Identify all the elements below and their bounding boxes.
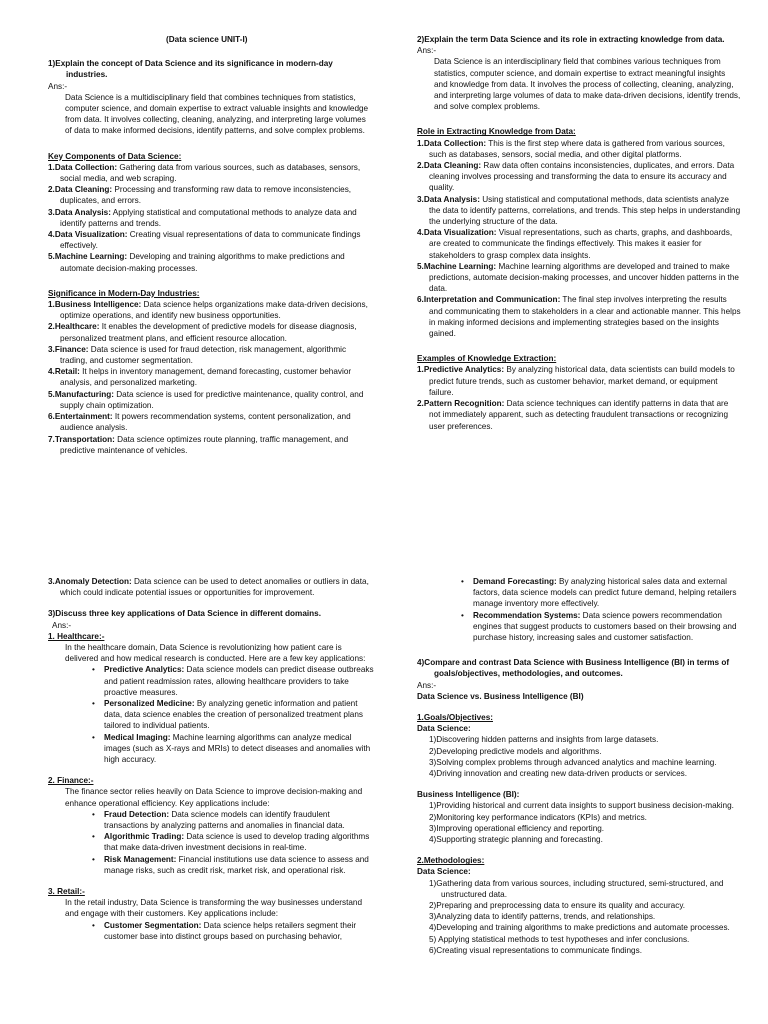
list-item-text: Data science optimizes route planning, traffic management, and predictive maintenance of vehicles. (60, 434, 349, 455)
answer-label: Ans:- (417, 46, 437, 56)
section-heading-significance: Significance in Modern-Day Industries: (48, 288, 200, 298)
bottom-right-column (417, 576, 741, 956)
bullet-text: Data science is used to develop trading algorithms that make data-driven investment decisions in real-time. (104, 832, 370, 853)
top-left-column (48, 34, 374, 456)
list-item-term: 4.Retail: (48, 367, 80, 377)
list-item-term: 2.Healthcare: (48, 322, 100, 332)
list-item: 4)Developing and training algorithms to make predictions and automate processes. (429, 923, 730, 933)
list-item-term: 1.Predictive Analytics: (417, 365, 505, 375)
bullet-text: Machine learning algorithms can analyze medical images (such as X-rays and MRIs) to detect diseases and anomalies with high accuracy. (104, 732, 371, 765)
list-item: 5) Applying statistical methods to test hypotheses and infer conclusions. (429, 934, 690, 944)
healthcare-heading: 1. Healthcare:- (48, 631, 105, 641)
bullet-term: Customer Segmentation: (104, 920, 202, 930)
bullet-item (417, 576, 741, 610)
list-item-term: 4.Data Visualization: (417, 228, 497, 238)
list-item (417, 398, 741, 432)
data-science-goals-list (417, 734, 741, 779)
unit-title: (Data science UNIT-I) (166, 35, 248, 44)
list-item-text: Data science is used for fraud detection, risk management, algorithmic trading, and customer segmentation. (60, 344, 347, 366)
list-item-text: It helps in inventory management, demand forecasting, customer behavior analysis, and personalized marketing. (60, 367, 352, 388)
list-item (48, 251, 374, 273)
list-item-text: Using statistical and computational methods, data scientists analyze the data to identify patterns, correlations, and trends. This step helps in understanding the underlying structure of the data. (429, 194, 741, 227)
list-item (48, 389, 374, 411)
list-item-text: The final step involves interpreting the results and communicating them to stakeholders in a clear and actionable manner. This helps in making informed decisions and implementing strategies based on the insights gained. (429, 295, 741, 339)
list-item: 2)Monitoring key performance indicators (KPIs) and metrics. (429, 812, 647, 822)
list-item-text: Processing and transforming raw data to remove inconsistencies, duplicates, and errors. (60, 185, 352, 206)
retail-continued-list (417, 576, 741, 643)
bullet-text: Financial institutions use data science to assess and manage risks, such as credit risk, market risk, and operational risk. (104, 854, 369, 875)
bullet-term: Recommendation Systems: (473, 610, 581, 620)
list-item: 2)Developing predictive models and algorithms. (429, 746, 602, 756)
bullet-text: By analyzing historical sales data and external factors, data science models can predict future demand, helping retailers manage inventory more effectively. (473, 577, 737, 609)
question-3: 3)Discuss three key applications of Data Science in different domains. (48, 609, 321, 619)
list-item (48, 344, 374, 366)
list-item-term: 3.Data Analysis: (417, 194, 480, 204)
anomaly-detection-item: 3.Anomaly Detection: Data science can be used to detect anomalies or outliers in data, which could indicate potential issues or opportunities for improvement. (48, 577, 369, 598)
answer-label: Ans:- (48, 81, 68, 91)
list-item (48, 207, 374, 229)
list-item-term: 2.Data Cleaning: (417, 161, 482, 171)
list-item: 6)Creating visual representations to communicate findings. (429, 945, 642, 955)
data-science-label: Data Science: (417, 867, 471, 877)
list-item: 1)Gathering data from various sources, including structured, semi-structured, and unstructured data. (429, 878, 724, 899)
bullet-term: Predictive Analytics: (104, 665, 185, 675)
section-heading-key-components: Key Components of Data Science: (48, 151, 182, 161)
list-item (48, 229, 374, 251)
bullet-text: Data science powers recommendation engines that suggest products to customers based on their browsing and purchase history, increasing sales and customer satisfaction. (473, 610, 737, 643)
bottom-left-column (48, 576, 374, 942)
bullet-icon: • (92, 832, 95, 842)
bullet-term: Fraud Detection: (104, 809, 170, 819)
list-item (417, 194, 741, 228)
healthcare-intro: In the healthcare domain, Data Science is revolutionizing how patient care is delivered and how medical research is conducted. Here are a few key applications: (65, 643, 366, 664)
bullet-text: Data science helps retailers segment their customer base into distinct groups based on purchasing behavior, (104, 920, 357, 941)
bullet-item (48, 698, 374, 732)
list-item (48, 321, 374, 343)
goals-heading: 1.Goals/Objectives: (417, 713, 493, 723)
list-item: 4)Supporting strategic planning and forecasting. (429, 835, 603, 845)
answer-label: Ans:- (52, 620, 72, 630)
list-item-text: Raw data often contains inconsistencies, duplicates, and errors. Data cleaning involves processing and transforming the data to ensure its accuracy and quality. (429, 161, 735, 193)
key-components-list (48, 162, 374, 274)
list-item (48, 299, 374, 321)
list-item-term: 2.Pattern Recognition: (417, 399, 505, 409)
list-item-text: Data science techniques can identify patterns in data that are not immediately apparent, such as detecting fraudulent transactions or recognizing user preferences. (429, 399, 729, 431)
list-item-term: 5.Manufacturing: (48, 389, 114, 399)
finance-heading: 2. Finance:- (48, 776, 94, 786)
methodologies-heading: 2.Methodologies: (417, 856, 485, 866)
list-item-term: 6.Entertainment: (48, 412, 113, 422)
bullet-text: Data science models can identify fraudulent transactions by analyzing patterns and anomalies in financial data. (104, 809, 345, 831)
list-item (417, 160, 741, 194)
list-item-text: Developing and training algorithms to make predictions and automate decision-making processes. (60, 252, 345, 273)
section-heading-role: Role in Extracting Knowledge from Data: (417, 127, 576, 137)
list-item-term: 5.Machine Learning: (417, 261, 497, 271)
examples-list (417, 364, 741, 431)
intro-paragraph: Data Science is an interdisciplinary field that combines various techniques from statistics, computer science, and domain expertise to extract meaningful insights and knowledge from data. It involves the process of collecting, cleaning, analyzing, and interpreting large volumes of data to make data-driven decisions, identify trends, and solve complex problems. (434, 57, 741, 112)
list-item-text: Data science is used for predictive maintenance, quality control, and supply chain optimization. (60, 389, 364, 410)
data-science-label: Data Science: (417, 724, 471, 734)
list-item-text: Creating visual representations of data to communicate findings effectively. (60, 230, 361, 251)
bullet-term: Risk Management: (104, 854, 177, 864)
bullet-icon: • (92, 854, 95, 864)
finance-list (48, 809, 374, 876)
bullet-item (48, 664, 374, 698)
data-science-methodologies-list (417, 878, 741, 956)
list-item (48, 434, 374, 456)
bullet-term: Demand Forecasting: (473, 577, 557, 586)
bullet-icon: • (92, 665, 95, 675)
bullet-icon: • (461, 577, 464, 586)
list-item-text: Gathering data from various sources, such as databases, sensors, social media, and web scraping. (60, 162, 361, 184)
list-item-term: 4.Data Visualization: (48, 230, 128, 240)
bullet-icon: • (92, 699, 95, 709)
list-item-text: This is the first step where data is gathered from various sources, such as databases, sensors, social media, and other digital platforms. (429, 138, 725, 159)
list-item: 3)Solving complex problems through advanced analytics and machine learning. (429, 757, 717, 767)
bullet-icon: • (92, 920, 95, 930)
bullet-icon: • (461, 610, 464, 620)
list-item-term: 2.Data Cleaning: (48, 185, 113, 195)
bullet-item (417, 610, 741, 644)
list-item (417, 261, 741, 295)
bullet-text: Data science models can predict disease outbreaks and patient readmission rates, allowing healthcare providers to take proactive measures. (104, 665, 374, 697)
list-item (48, 366, 374, 388)
retail-list (48, 920, 374, 942)
list-item: 3)Analyzing data to identify patterns, trends, and relationships. (429, 912, 656, 922)
list-item: 1)Discovering hidden patterns and insights from large datasets. (429, 735, 659, 745)
list-item-text: Machine learning algorithms are developed and trained to make predictions, automate decision-making processes, and uncover hidden patterns in the data. (429, 261, 739, 294)
list-item-term: 7.Transportation: (48, 434, 115, 444)
section-heading-examples: Examples of Knowledge Extraction: (417, 354, 557, 364)
question-2: 2)Explain the term Data Science and its role in extracting knowledge from data. (417, 35, 725, 44)
bullet-text: By analyzing genetic information and patient data, data science enables the creation of personalized treatment plans tailored to individual patients. (104, 699, 363, 731)
list-item-term: 3.Finance: (48, 344, 89, 354)
list-item-term: 3.Data Analysis: (48, 207, 111, 217)
list-item: 1)Providing historical and current data insights to support business decision-making. (429, 801, 734, 811)
list-item-term: 1.Business Intelligence: (48, 300, 142, 310)
list-item-text: Data science helps organizations make data-driven decisions, optimize operations, and identify new business opportunities. (60, 300, 368, 321)
answer-label: Ans:- (417, 680, 437, 690)
bullet-term: Medical Imaging: (104, 732, 171, 742)
retail-heading: 3. Retail:- (48, 887, 85, 897)
comparison-title: Data Science vs. Business Intelligence (BI) (417, 691, 584, 701)
bullet-term: Personalized Medicine: (104, 699, 195, 709)
question-4: 4)Compare and contrast Data Science with Business Intelligence (BI) in terms of goals/objectives, methodologies, and outcomes. (417, 658, 730, 679)
bullet-item (48, 854, 374, 876)
bi-label: Business Intelligence (BI): (417, 790, 520, 800)
list-item (417, 294, 741, 339)
list-item-term: 1.Data Collection: (417, 138, 487, 148)
bullet-item (48, 920, 374, 942)
bullet-icon: • (92, 809, 95, 819)
list-item: 2)Preparing and preprocessing data to ensure its quality and accuracy. (429, 901, 686, 911)
bullet-item (48, 831, 374, 853)
list-item (48, 184, 374, 206)
list-item (48, 162, 374, 184)
significance-list (48, 299, 374, 456)
bullet-item (48, 809, 374, 831)
list-item (417, 227, 741, 261)
list-item-text: Visual representations, such as charts, graphs, and dashboards, are created to communicate the findings effectively. This makes it easier for stakeholders to grasp complex data insights. (429, 228, 733, 260)
list-item-term: 6.Interpretation and Communication: (417, 295, 561, 305)
retail-intro: In the retail industry, Data Science is transforming the way businesses understand and engage with their customers. Key applications include: (65, 898, 363, 919)
list-item: 3)Improving operational efficiency and reporting. (429, 823, 605, 833)
finance-intro: The finance sector relies heavily on Data Science to improve decision-making and enhance operational efficiency. Key applications include: (65, 787, 363, 808)
role-list (417, 138, 741, 340)
healthcare-list (48, 664, 374, 765)
list-item-text: It powers recommendation systems, content personalization, and audience analysis. (60, 412, 351, 433)
question-1: 1)Explain the concept of Data Science and its significance in modern-day industries. (48, 59, 333, 80)
list-item-term: 1.Data Collection: (48, 162, 118, 172)
bullet-icon: • (92, 732, 95, 742)
top-right-column (417, 34, 741, 432)
bullet-term: Algorithmic Trading: (104, 832, 185, 842)
list-item-text: By analyzing historical data, data scientists can build models to predict future trends, such as customer behavior, market demand, or equipment failure. (429, 365, 735, 397)
list-item (417, 364, 741, 398)
list-item (417, 138, 741, 160)
list-item: 4)Driving innovation and creating new data-driven products or services. (429, 769, 688, 779)
list-item-text: Applying statistical and computational methods to analyze data and identify patterns and trends. (60, 207, 357, 228)
list-item-text: It enables the development of predictive models for disease diagnosis, personalized treatment plans, and efficient resource allocation. (60, 322, 357, 343)
intro-paragraph: Data Science is a multidisciplinary field that combines techniques from statistics, computer science, and domain expertise to extract valuable insights and knowledge from data. It involves collecting, cleaning, analyzing, and interpreting large volumes of data to make informed decisions, identify patterns, and solve complex problems. (65, 92, 369, 136)
list-item-term: 5.Machine Learning: (48, 252, 128, 262)
bi-goals-list (417, 800, 741, 845)
bullet-item (48, 732, 374, 766)
list-item (48, 411, 374, 433)
